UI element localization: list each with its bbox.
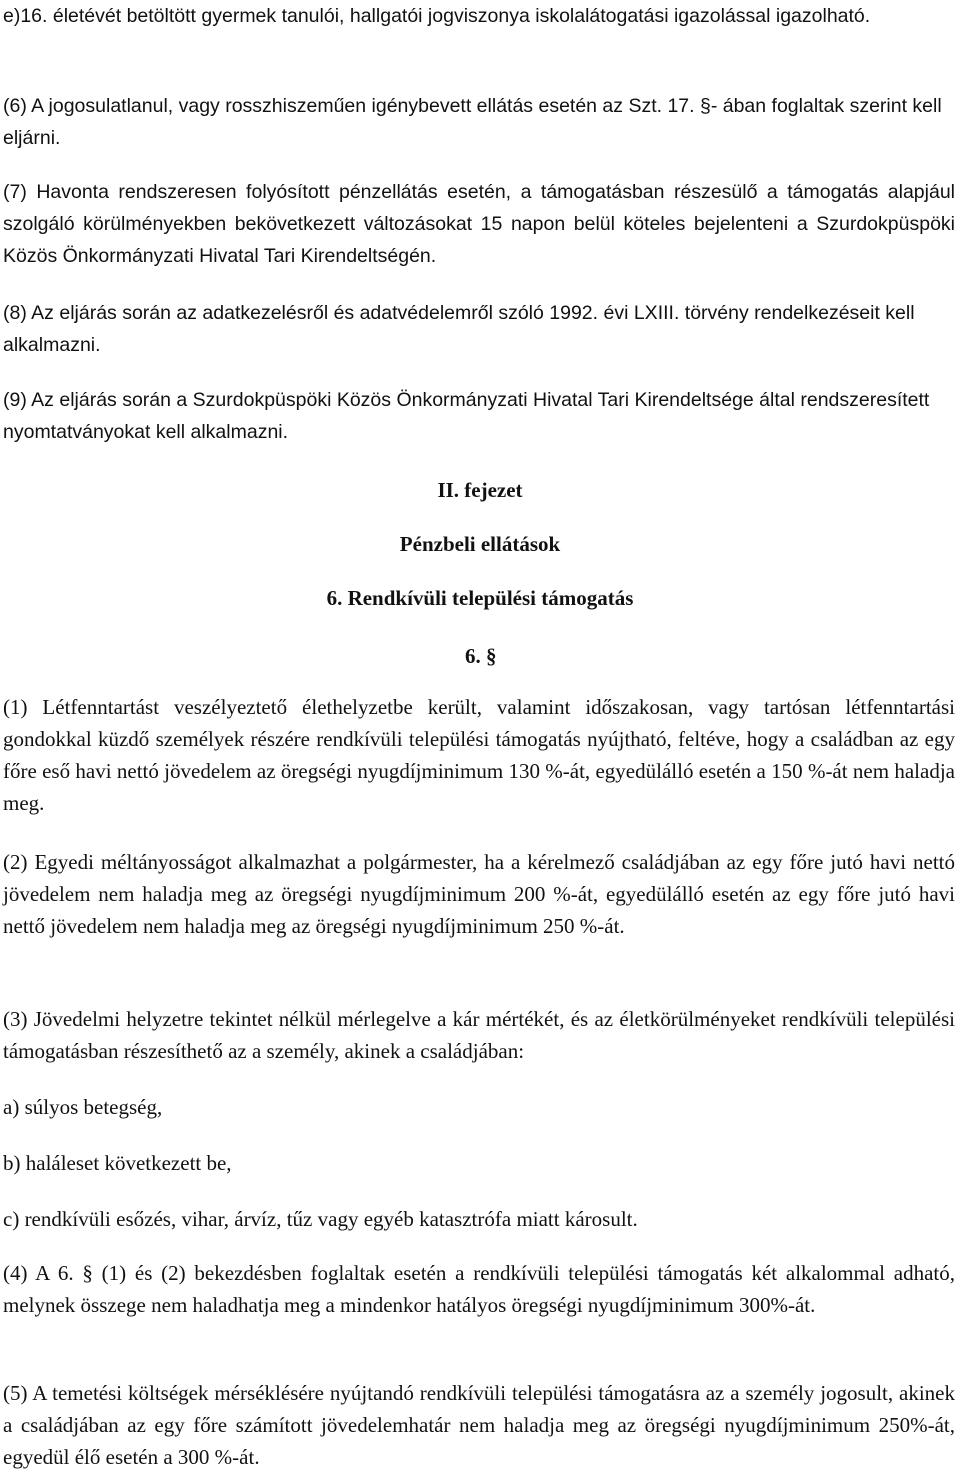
paragraph-5: (5) A temetési költségek mérséklésére nyújtandó rendkívüli települési támogatásra az a személy jogosult, akinek a családjában az egy főre számított jövedelemhatár nem haladja meg az öregségi nyugdíjminimum 250%-át, egyedül élő esetén a 300 %-át. [3,1381,955,1469]
paragraph-2: (2) Egyedi méltányosságot alkalmazhat a polgármester, ha a kérelmező családjában az egy főre jutó havi nettó jövedelem nem haladja meg az öregségi nyugdíjminimum 200 %-át, egyedülálló esetén az egy főre jutó havi nettő jövedelem nem haladja meg az öregségi nyugdíjminimum 250 %-át. [3,850,955,938]
paragraph-number: 6. § [465,644,497,668]
text-block-6: (6) A jogosulatlanul, vagy rosszhiszeműen igénybevett ellátás esetén az Szt. 17. §- ában foglaltak szerint kell eljárni. [3,95,942,149]
paragraph-4: (4) A 6. § (1) és (2) bekezdésben foglaltak esetén a rendkívüli települési támogatás két alkalommal adható, melynek összege nem haladhatja meg a mindenkor hatályos öregségi nyugdíjminimum 300%-át. [3,1261,955,1317]
text-block-e16: e)16. életévét betöltött gyermek tanulói, hallgatói jogviszonya iskolalátogatási igazolással igazolható. [3,5,871,27]
chapter-title: Pénzbeli ellátások [399,532,561,556]
text-block-9: (9) Az eljárás során a Szurdokpüspöki Közös Önkormányzati Hivatal Tari Kirendeltsége által rendszeresített nyomtatványokat kell alkalmazni. [3,389,930,443]
item-b: b) haláleset következett be, [3,1151,232,1175]
paragraph-3: (3) Jövedelmi helyzetre tekintet nélkül mérlegelve a kár mértékét, és az életkörülményeket rendkívüli települési támogatásban részesíthető az a személy, akinek a családjában: [3,1007,955,1063]
paragraph-1: (1) Létfenntartást veszélyeztető élethelyzetbe került, valamint időszakosan, vagy tartósan létfenntartási gondokkal küzdő személyek részére rendkívüli települési támogatás nyújtható, feltéve, hogy a családban az egy főre eső havi nettó jövedelem az öregségi nyugdíjminimum 130 %-át, egyedülálló esetén a 150 %-át nem haladja meg. [3,695,955,815]
section-title: 6. Rendkívüli települési támogatás [326,586,634,610]
item-a: a) súlyos betegség, [3,1095,163,1119]
text-block-8: (8) Az eljárás során az adatkezelésről és adatvédelemről szóló 1992. évi LXIII. törvény rendelkezéseit kell alkalmazni. [3,302,915,356]
item-c: c) rendkívüli esőzés, vihar, árvíz, tűz vagy egyéb katasztrófa miatt károsult. [3,1207,638,1231]
text-block-7: (7) Havonta rendszeresen folyósított pénzellátás esetén, a támogatásban részesülő a támogatás alapjául szolgáló körülményekben bekövetkezett változásokat 15 napon belül köteles bejelenteni a Szurdokpüspöki Közös Önkormányzati Hivatal Tari Kirendeltségén. [3,181,955,267]
chapter-heading: II. fejezet [437,478,523,502]
